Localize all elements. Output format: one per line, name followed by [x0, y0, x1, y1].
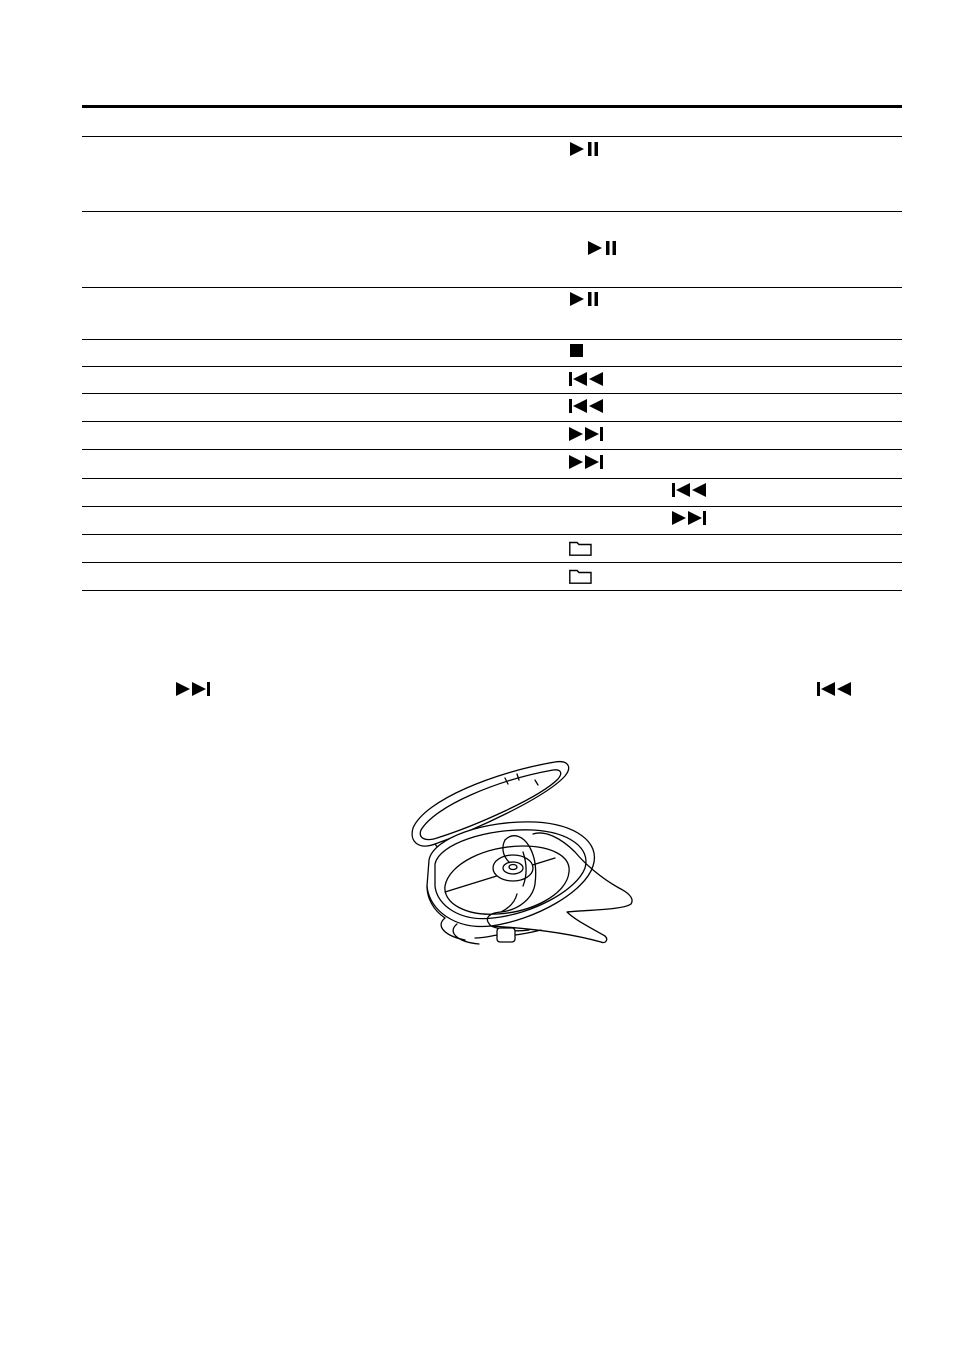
next-track-icon	[176, 681, 212, 697]
previous-track-icon	[672, 482, 708, 498]
play-pause-icon	[588, 240, 618, 256]
table-row-divider	[82, 211, 902, 212]
previous-track-icon	[817, 681, 853, 697]
table-row-divider	[82, 366, 902, 367]
table-row-divider	[82, 393, 902, 394]
play-pause-icon	[570, 291, 600, 307]
table-row-divider	[82, 449, 902, 450]
table-row-divider	[82, 421, 902, 422]
table-row-divider	[82, 506, 902, 507]
next-track-icon	[569, 454, 605, 470]
next-track-icon	[672, 510, 708, 526]
previous-track-icon	[569, 398, 605, 414]
stop-icon	[570, 344, 584, 358]
table-row-divider	[82, 478, 902, 479]
folder-icon	[569, 568, 592, 584]
folder-icon	[569, 540, 592, 556]
table-row-divider	[82, 534, 902, 535]
cd-player-illustration	[405, 760, 645, 955]
table-row-divider	[82, 562, 902, 563]
previous-track-icon	[569, 371, 605, 387]
table-row-divider	[82, 339, 902, 340]
table-header-rule	[82, 136, 902, 137]
table-top-rule	[82, 105, 902, 108]
table-bottom-rule	[82, 590, 902, 591]
play-pause-icon	[570, 141, 600, 157]
table-row-divider	[82, 287, 902, 288]
next-track-icon	[569, 426, 605, 442]
